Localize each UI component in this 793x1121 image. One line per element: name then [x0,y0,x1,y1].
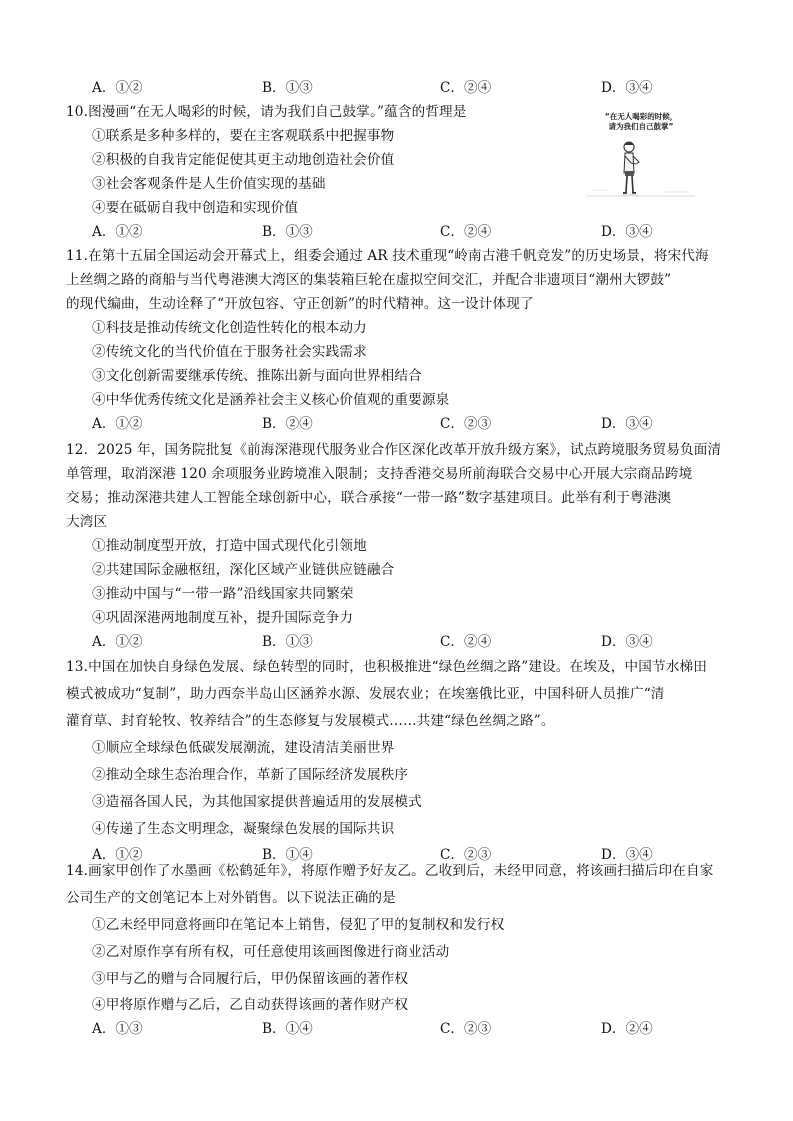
choice-c[interactable]: C．②③ [440,416,492,432]
choice-a[interactable]: A．①② [92,416,143,432]
option-item-3: ③甲与乙的赠与合同履行后，甲仍保留该画的著作权 [92,971,409,987]
question-stem-line-2: 公司生产的文创笔记本上对外销售。以下说法正确的是 [66,890,396,906]
choice-a[interactable]: A．①② [92,634,143,650]
option-item-2: ②传统文化的当代价值在于服务社会实践需求 [92,344,367,360]
question-stem-line-3: 的现代编曲，生动诠释了“开放包容、守正创新”的时代精神。这一设计体现了 [66,296,534,312]
cartoon-caption-line-1: “在无人喝彩的时候， [604,112,678,121]
choice-d[interactable]: D．③④ [601,416,653,432]
answer-choices [66,412,736,436]
choice-d[interactable]: D．②④ [601,1021,653,1037]
option-item-4: ④巩固深港两地制度互补，提升国际竞争力 [92,610,354,626]
choice-b[interactable]: B．①③ [262,634,313,650]
option-item-2: ②积极的自我肯定能促使其更主动地创造社会价值 [92,152,395,168]
question-stem-line-3: 交易；推动深港共建人工智能全球创新中心，联合承接“一带一路”数字基建项目。此举有利于粤港澳 [66,490,672,506]
option-item-4: ④甲将原作赠与乙后，乙自动获得该画的著作财产权 [92,997,409,1013]
choice-b[interactable]: B．①④ [262,1021,313,1037]
cartoon-caption-line-2: 请为我们自己鼓掌” [608,122,674,131]
choice-b[interactable]: B．①④ [262,847,313,863]
option-item-1: ①乙未经甲同意将画印在笔记本上销售，侵犯了甲的复制权和发行权 [92,917,505,933]
option-item-1: ①顺应全球绿色低碳发展潮流，建设清洁美丽世界 [92,740,395,756]
clapping-person-illustration [585,108,697,204]
answer-choices [66,1017,736,1041]
option-item-2: ②共建国际金融枢纽，深化区域产业链供应链融合 [92,562,395,578]
question-stem-line-2: 上丝绸之路的商船与当代粤港澳大湾区的集装箱巨轮在虚拟空间交汇，并配合非遗项目“潮州大锣鼓” [66,272,672,288]
option-item-1: ①科技是推动传统文化创造性转化的根本动力 [92,320,367,336]
question-stem-line-4: 大湾区 [66,514,108,530]
choice-c[interactable]: C．②④ [440,634,492,650]
option-item-1: ①推动制度型开放，打造中国式现代化引领地 [92,538,367,554]
choice-a[interactable]: A．①② [92,847,143,863]
choice-b[interactable]: B．②④ [262,416,313,432]
choice-a[interactable]: A．①③ [92,1021,143,1037]
option-item-2: ②乙对原作享有所有权，可任意使用该画图像进行商业活动 [92,944,450,960]
choice-c[interactable]: C．②③ [440,847,492,863]
answer-choices [66,76,736,100]
question-stem-line-1: 12．2025 年，国务院批复《前海深港现代服务业合作区深化改革开放升级方案》，试点跨境服务贸易负面清 [66,442,722,458]
question-stem-line-2: 单管理，取消深港 120 余项服务业跨境准入限制；支持香港交易所前海联合交易中心开展大宗商品跨境 [66,466,693,482]
option-item-4: ④要在砥砺自我中创造和实现价值 [92,200,299,216]
choice-d[interactable]: D．③④ [601,80,653,96]
choice-b[interactable]: B．①③ [262,80,313,96]
question-stem: 10.图漫画“在无人喝彩的时候，请为我们自己鼓掌。”蕴含的哲理是 [66,104,467,120]
option-item-2: ②推动全球生态治理合作，革新了国际经济发展秩序 [92,767,409,783]
choice-d[interactable]: D．③④ [601,224,653,240]
answer-choices [66,630,736,654]
question-14 [66,858,736,1041]
question-stem-line-1: 14.画家甲创作了水墨画《松鹤延年》，将原作赠予好友乙。乙收到后，未经甲同意，将该画扫描后印在自家 [66,863,714,879]
choice-d[interactable]: D．③④ [601,847,653,863]
question-13 [66,654,736,867]
question-stem-line-1: 11.在第十五届全国运动会开幕式上，组委会通过 AR 技术重现“岭南古港千帆竞发”的历史场景，将宋代海 [66,248,709,264]
question-stem-line-1: 13.中国在加快自身绿色发展、绿色转型的同时，也积极推进“绿色丝绸之路”建设。在埃及，中国节水梯田 [66,659,707,675]
choice-c[interactable]: C．②③ [440,1021,492,1037]
choice-a[interactable]: A．①② [92,224,143,240]
question-stem-line-2: 模式被成功“复制”，助力西奈半岛山区涵养水源、发展农业；在埃塞俄比亚，中国科研人员推广“清 [66,686,665,702]
answer-choices [66,220,736,244]
option-item-3: ③造福各国人民，为其他国家提供普遍适用的发展模式 [92,794,422,810]
question-12 [66,438,736,654]
option-item-1: ①联系是多种多样的，要在主客观联系中把握事物 [92,128,395,144]
option-item-3: ③社会客观条件是人生价值实现的基础 [92,176,326,192]
choice-a[interactable]: A．①② [92,80,143,96]
choice-b[interactable]: B．①③ [262,224,313,240]
question-9-tail [66,76,736,100]
option-item-3: ③推动中国与“一带一路”沿线国家共同繁荣 [92,586,354,602]
choice-c[interactable]: C．②④ [440,224,492,240]
choice-c[interactable]: C．②④ [440,80,492,96]
option-item-4: ④传递了生态文明理念，凝聚绿色发展的国际共识 [92,821,395,837]
choice-d[interactable]: D．③④ [601,634,653,650]
question-stem-line-3: 灌育草、封育轮牧、牧养结合”的生态修复与发展模式……共建“绿色丝绸之路”。 [66,713,555,729]
option-item-3: ③文化创新需要继承传统、推陈出新与面向世界相结合 [92,368,422,384]
option-item-4: ④中华优秀传统文化是涵养社会主义核心价值观的重要源泉 [92,392,450,408]
question-11 [66,244,736,436]
cartoon-figure [585,108,697,204]
